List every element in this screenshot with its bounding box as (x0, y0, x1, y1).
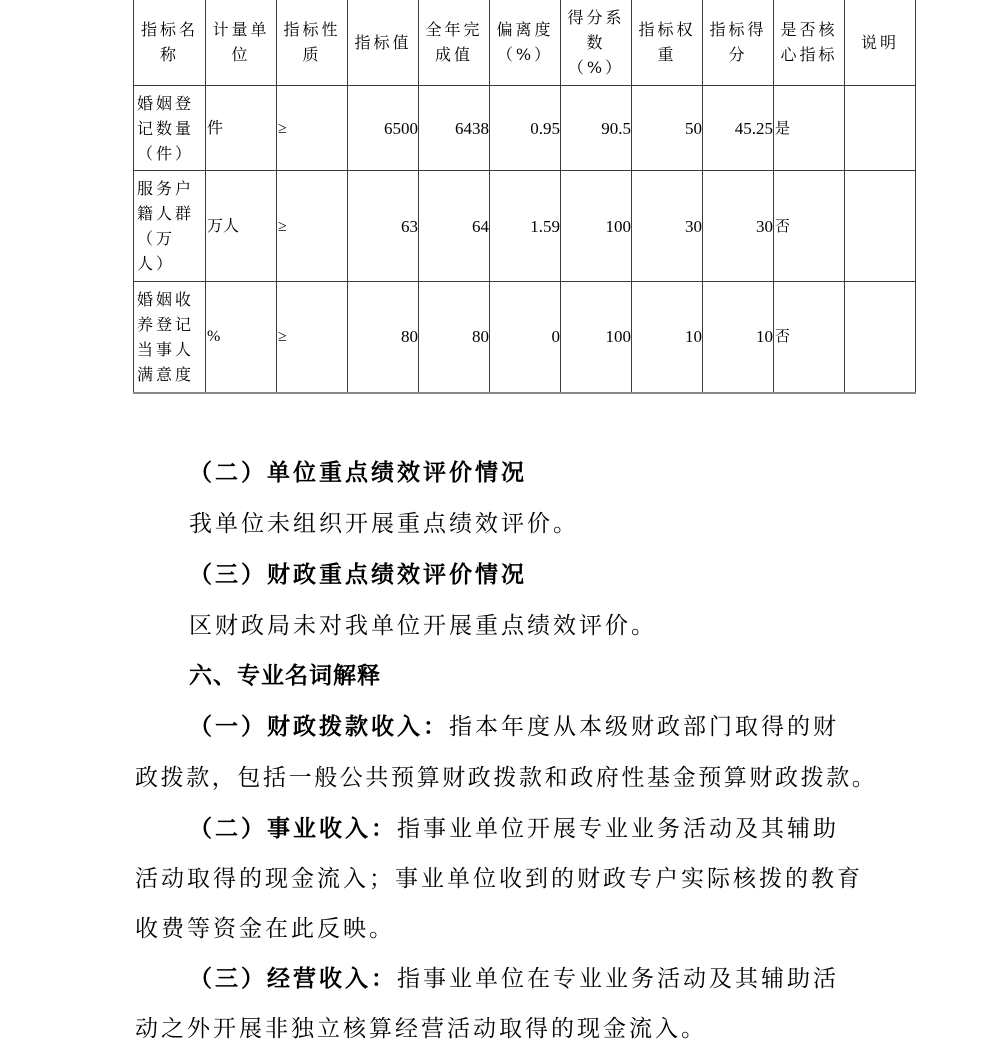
score-coefficient-cell: 90.5 (561, 86, 632, 171)
term-1-text: 指本年度从本级财政部门取得的财 (449, 714, 839, 740)
table-row (134, 282, 916, 393)
column-header: 指标值 (348, 0, 419, 86)
unit-cell: % (206, 282, 277, 393)
column-header: 全年完 成值 (419, 0, 490, 86)
weight-cell: 30 (632, 171, 703, 282)
deviation-cell: 0 (490, 282, 561, 393)
term-1-line-2: 政拨款，包括一般公共预算财政拨款和政府性基金预算财政拨款。 (135, 765, 878, 791)
section-2-title: （二）单位重点绩效评价情况 (189, 459, 527, 486)
nature-cell: ≥ (277, 282, 348, 393)
weight-cell: 10 (632, 282, 703, 393)
column-header: 是否核 心指标 (774, 0, 845, 86)
term-2-text: 指事业单位开展专业业务活动及其辅助 (397, 816, 839, 842)
term-1-line-1 (189, 712, 839, 742)
indicator-name-cell: 婚姻登 记数量 （件） (134, 86, 206, 171)
table-header-row (134, 0, 916, 86)
column-header: 偏离度 （%） (490, 0, 561, 86)
term-2-label: （二）事业收入： (189, 815, 397, 842)
note-cell (845, 171, 916, 282)
actual-value-cell: 6438 (419, 86, 490, 171)
score-cell: 10 (703, 282, 774, 393)
note-cell (845, 86, 916, 171)
target-value-cell: 80 (348, 282, 419, 393)
term-3-line-2: 动之外开展非独立核算经营活动取得的现金流入。 (135, 1016, 707, 1042)
nature-cell: ≥ (277, 171, 348, 282)
term-3-line-1 (189, 964, 839, 994)
score-coefficient-cell: 100 (561, 282, 632, 393)
column-header: 计量单 位 (206, 0, 277, 86)
indicator-name-cell: 婚姻收 养登记 当事人 满意度 (134, 282, 206, 393)
column-header: 指标性 质 (277, 0, 348, 86)
target-value-cell: 63 (348, 171, 419, 282)
core-indicator-cell: 否 (774, 282, 845, 393)
unit-cell: 件 (206, 86, 277, 171)
performance-indicator-table (133, 0, 916, 394)
deviation-cell: 0.95 (490, 86, 561, 171)
target-value-cell: 6500 (348, 86, 419, 171)
score-coefficient-cell: 100 (561, 171, 632, 282)
nature-cell: ≥ (277, 86, 348, 171)
term-1-label: （一）财政拨款收入： (189, 713, 449, 740)
score-cell: 45.25 (703, 86, 774, 171)
table-row (134, 171, 916, 282)
score-cell: 30 (703, 171, 774, 282)
term-2-line-2: 活动取得的现金流入；事业单位收到的财政专户实际核拨的教育 (135, 866, 863, 892)
term-2-line-3: 收费等资金在此反映。 (135, 916, 395, 942)
section-3-title: （三）财政重点绩效评价情况 (189, 561, 527, 588)
indicator-name-cell: 服务户 籍人群 （万 人） (134, 171, 206, 282)
section-2-body: 我单位未组织开展重点绩效评价。 (189, 511, 579, 537)
actual-value-cell: 64 (419, 171, 490, 282)
column-header: 指标名 称 (134, 0, 206, 86)
term-3-text: 指事业单位在专业业务活动及其辅助活 (397, 966, 839, 992)
unit-cell: 万人 (206, 171, 277, 282)
column-header: 说明 (845, 0, 916, 86)
actual-value-cell: 80 (419, 282, 490, 393)
deviation-cell: 1.59 (490, 171, 561, 282)
section-six-heading: 六、专业名词解释 (189, 663, 381, 689)
column-header: 指标权 重 (632, 0, 703, 86)
table-row (134, 86, 916, 171)
column-header: 指标得 分 (703, 0, 774, 86)
term-2-line-1 (189, 814, 839, 844)
section-3-body: 区财政局未对我单位开展重点绩效评价。 (189, 613, 657, 639)
column-header: 得分系 数 （%） (561, 0, 632, 86)
term-3-label: （三）经营收入： (189, 965, 397, 992)
note-cell (845, 282, 916, 393)
core-indicator-cell: 否 (774, 171, 845, 282)
core-indicator-cell: 是 (774, 86, 845, 171)
weight-cell: 50 (632, 86, 703, 171)
